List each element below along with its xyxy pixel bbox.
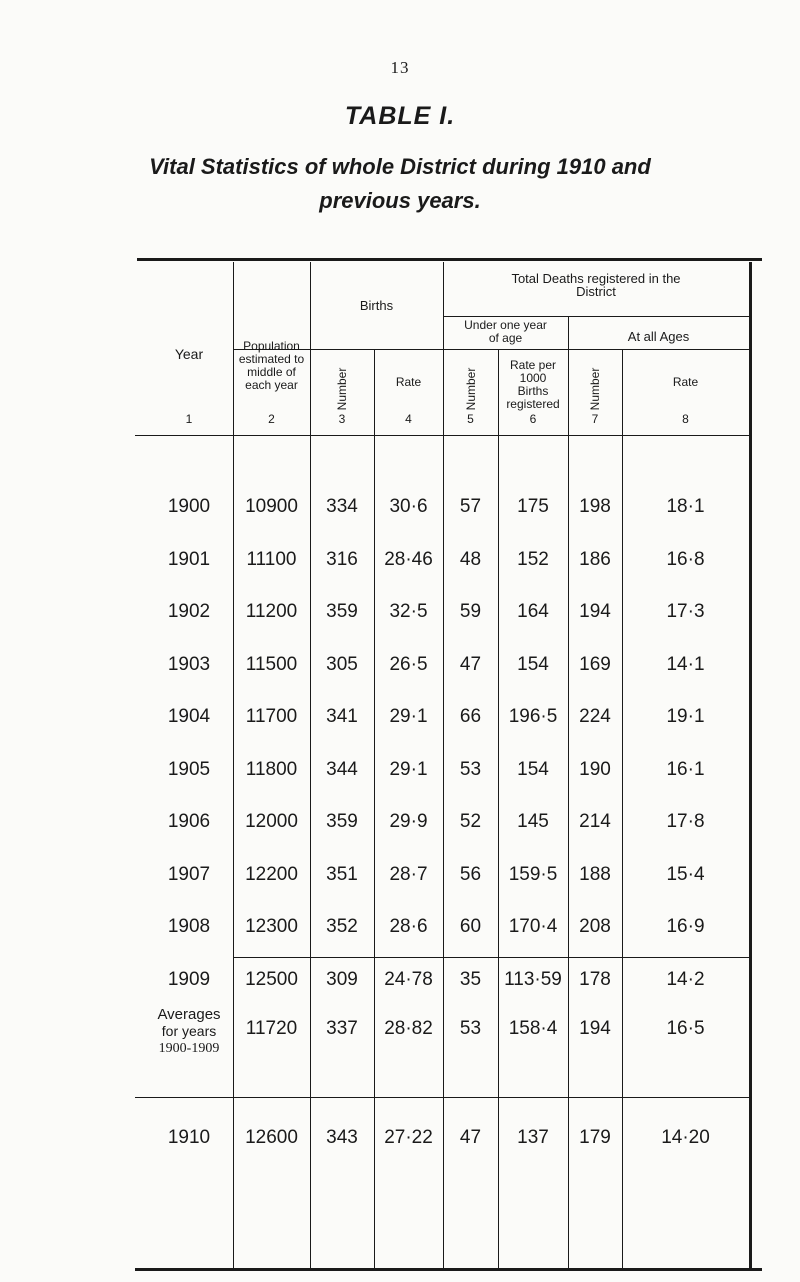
cell-under-number: 53 [459,758,482,780]
cell-all-number: 194 [579,601,611,622]
cell-all-rate: 19·1 [666,706,705,727]
cell-population: 11720 [245,1018,298,1039]
cell-all-rate: 14·1 [666,653,705,675]
averages-label-l2: for years [161,1023,217,1039]
col-number-6: 6 [529,412,537,426]
cell-year: 1907 [167,863,211,885]
cell-all-rate: 18·1 [666,496,705,517]
cell-population: 10900 [245,496,298,517]
cell-population: 12000 [245,811,298,832]
col-number-3: 3 [338,412,346,426]
cell-births-number: 359 [326,811,358,832]
cell-year: 1905 [167,758,211,780]
page-number: 13 [390,58,410,77]
cell-all-number: 198 [579,496,611,517]
cell-year: 1906 [167,811,211,832]
cell-year: 1909 [167,968,211,990]
cell-births-rate: 29·1 [389,706,428,727]
cell-under-rate: 137 [517,1127,549,1148]
cell-all-rate: 17·8 [666,811,705,832]
col-number-1: 1 [185,412,193,426]
cell-births-number: 343 [326,1127,358,1148]
cell-under-number: 35 [459,968,482,990]
header-population-l4: each year [245,378,298,392]
header-under-rate [498,359,568,411]
cell-births-rate: 32·5 [389,601,428,622]
cell-under-rate: 170·4 [508,916,558,937]
header-population-l3: middle of [247,365,296,379]
table-row [145,702,753,732]
cell-births-rate: 24·78 [384,968,433,990]
cell-population: 12200 [245,863,298,885]
header-deaths-group-l2: District [576,284,616,299]
cell-births-rate: 29·1 [389,758,428,780]
header-population-l1: Population [243,339,300,353]
averages-bottom-rule [135,1097,749,1098]
cell-population: 11800 [245,758,298,780]
cell-births-number: 305 [326,653,358,675]
cell-births-rate: 30·6 [389,496,428,517]
cell-births-number: 359 [326,601,358,622]
col-number-2: 2 [268,412,275,426]
cell-population: 11100 [246,548,297,570]
header-under-one-l2: of age [488,331,523,345]
table-row [145,860,753,890]
subtitle-line-2: previous years. [319,188,481,213]
table-row [145,650,753,680]
table-row [145,597,753,627]
cell-births-number: 309 [326,968,358,990]
subtitle-line-1: Vital Statistics of whole District during 1910 and [149,154,651,179]
cell-under-number: 66 [459,706,482,727]
cell-population: 12500 [245,968,298,990]
cell-under-number: 47 [459,1127,482,1148]
cell-births-number: 341 [326,706,358,727]
header-deaths-group [443,272,749,298]
cell-year: 1900 [167,496,211,517]
header-under-rate-l2: 1000 [519,371,547,385]
cell-births-rate: 28·82 [384,1018,433,1039]
cell-births-number: 352 [326,916,358,937]
vital-statistics-table [145,262,753,1274]
header-population-l2: estimated to [238,352,305,366]
averages-label-l3: 1900-1909 [158,1041,220,1056]
header-births-rate: Rate [395,375,422,389]
cell-births-rate: 26·5 [389,653,428,675]
cell-population: 11200 [245,601,298,622]
col-number-4: 4 [405,412,412,426]
cell-births-rate: 28·6 [389,916,428,937]
cell-under-rate: 152 [517,548,549,570]
cell-all-number: 179 [579,1127,611,1148]
cell-all-number: 208 [579,916,611,937]
table-row [145,755,753,785]
cell-population: 11500 [245,653,298,675]
cell-all-rate: 16·9 [666,916,705,937]
cell-year: 1903 [167,653,211,675]
cell-all-number: 194 [579,1018,611,1039]
cell-births-rate: 28·7 [389,863,428,885]
cell-under-number: 60 [459,916,482,937]
header-under-rate-l4: registered [506,397,560,411]
header-under-one [443,319,568,345]
cell-under-rate: 196·5 [508,706,558,727]
cell-year: 1902 [167,601,211,622]
col-number-7: 7 [591,412,599,426]
cell-year: 1910 [167,1127,211,1148]
cell-under-number: 56 [459,863,482,885]
cell-all-rate: 14·2 [666,968,705,990]
current-year-row [145,1123,753,1153]
cell-under-rate: 158·4 [508,1018,558,1039]
table-row [145,492,753,522]
cell-all-number: 190 [579,758,611,780]
header-under-rate-l1: Rate per [509,358,557,372]
col-number-5: 5 [467,412,474,426]
cell-births-rate: 27·22 [384,1127,433,1148]
cell-all-number: 169 [579,653,611,675]
table-row [145,545,753,575]
cell-all-number: 214 [579,811,611,832]
cell-under-number: 52 [459,811,482,832]
cell-year: 1901 [167,548,211,570]
cell-births-rate: 28·46 [384,548,433,570]
cell-under-rate: 154 [517,758,549,780]
cell-under-number: 47 [459,653,482,675]
cell-under-number: 59 [459,601,482,622]
header-all-number: Number [588,367,602,411]
header-all-ages: At all Ages [627,329,690,344]
cell-year: 1904 [167,706,211,727]
cell-all-rate: 16·8 [666,548,705,570]
cell-year: 1908 [167,916,211,937]
cell-births-number: 334 [326,496,358,517]
header-under-number: Number [464,367,478,411]
cell-all-number: 224 [579,706,611,727]
cell-under-rate: 113·59 [504,968,562,990]
averages-label-l1: Averages [157,1006,221,1023]
cell-births-number: 316 [326,548,358,570]
cell-all-rate: 16·5 [666,1018,705,1039]
cell-under-number: 57 [459,496,482,517]
col-number-8: 8 [682,412,689,426]
header-under-rate-l3: Births [517,384,549,398]
header-births: Births [359,298,394,313]
table-title: TABLE I. [344,102,456,130]
deaths-group-rule [443,316,749,317]
header-bottom-rule [135,435,749,436]
header-deaths-group-l1: Total Deaths registered in the [511,271,681,286]
header-under-one-l1: Under one year [464,318,547,332]
cell-under-number: 53 [459,1018,482,1039]
cell-all-rate: 17·3 [666,601,705,622]
cell-under-rate: 145 [517,811,549,832]
bottom-rule [135,1268,762,1271]
cell-population: 12600 [245,1127,298,1148]
cell-births-number: 344 [326,758,358,780]
averages-row [145,1014,753,1044]
cell-all-rate: 14·20 [661,1127,710,1148]
cell-all-number: 188 [579,863,611,885]
cell-under-rate: 164 [517,601,549,622]
cell-under-number: 48 [459,548,482,570]
header-year: Year [174,346,204,362]
cell-under-rate: 154 [517,653,549,675]
table-subtitle [0,150,800,218]
table-row [145,807,753,837]
cell-all-rate: 16·1 [666,758,705,780]
cell-population: 11700 [245,706,298,727]
table-row [145,965,753,995]
cell-all-rate: 15·4 [666,863,705,885]
cell-population: 12300 [245,916,298,937]
header-births-number: Number [335,367,349,411]
table-row [145,912,753,942]
top-rule [137,258,762,261]
cell-all-number: 178 [579,968,611,990]
cell-births-rate: 29·9 [389,811,428,832]
cell-under-rate: 159·5 [508,863,558,885]
cell-under-rate: 175 [517,496,549,517]
cell-all-number: 186 [579,548,611,570]
header-all-rate: Rate [672,375,699,389]
cell-births-number: 337 [326,1018,358,1039]
cell-births-number: 351 [326,863,358,885]
header-population [233,340,310,392]
